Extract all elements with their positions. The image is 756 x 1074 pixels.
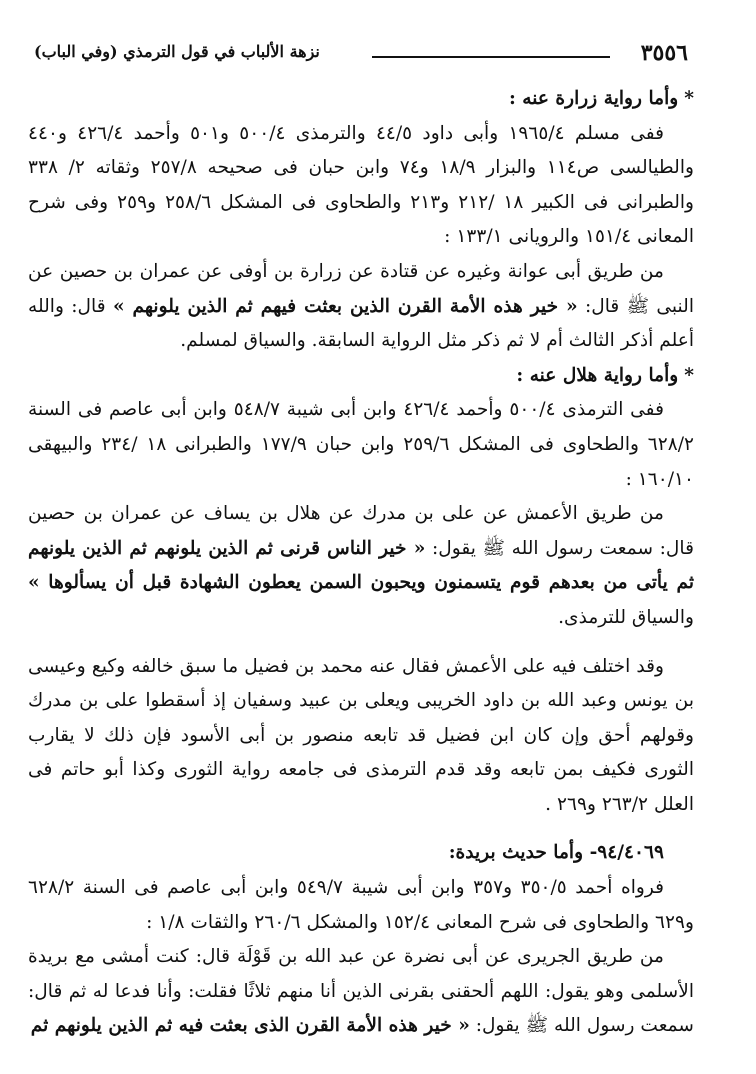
hadith-text-buraida: « خير هذه الأمة القرن الذى بعثت فيه ثم الذين يلونهم ثم [30, 1015, 470, 1037]
chain-hilal: من طريق الأعمش عن على بن مدرك عن هلال بن يساف عن عمران بن حصين قال: سمعت رسول الله ﷺ يقول: « خير الناس قرنى ثم الذين يلونهم ثم الذين يلونهم ثم يأتى من بعدهم قوم يتسمنون ويحبون السمن يعطون الشهادة قبل أن يسألوها » والسياق للترمذى. [28, 503, 694, 628]
section-heading-buraida: ٩٤/٤٠٦٩- وأما حديث بريدة: [448, 842, 664, 864]
sources-buraida: فرواه أحمد ٣٥٠/٥ و٣٥٧ وابن أبى شيبة ٥٤٩/٧ وابن أبى عاصم فى السنة ٦٢٨/٢ و٦٢٩ والطحاوى فى شرح المعانى ١٥٢/٤ والمشكل ٢٦٠/٦ والثقات ١/٨ : [28, 877, 694, 933]
chain-buraida: من طريق الجريرى عن أبى نضرة عن عبد الله بن قَوْلَة قال: كنت أمشى مع بريدة الأسلمى وهو يقول: اللهم ألحقنى بقرنى الذين أنا منهم ثلاثًا فقلت: وأنا فدعا له ثم قال: سمعت رسول الله ﷺ يقول: « خير هذه الأمة القرن الذى بعثت فيه ثم الذين يلونهم ثم [28, 946, 694, 1037]
star-marker: * [684, 88, 694, 109]
section-heading-hilal: *وأما رواية هلال عنه : [516, 364, 694, 386]
page-number: ٣٥٥٦ [640, 40, 688, 66]
hadith-text-hilal: « خير الناس قرنى ثم الذين يلونهم ثم الذين يلونهم ثم يأتى من بعدهم قوم يتسمنون ويحبون السمن يعطون الشهادة قبل أن يسألوها » [28, 537, 694, 594]
discussion-paragraph: وقد اختلف فيه على الأعمش فقال عنه محمد بن فضيل ما سبق خالفه وكيع وعيسى بن يونس وعبد الله بن داود الخريبى ويعلى بن عبيد وسفيان إذ أسقطوا على بن مدرك وقولهم أحق وإن كان ابن فضيل قد تابعه منصور بن أبى الأسود فإن ذلك لا يقارب الثورى فكيف بمن تابعه وقد قدم الترمذى فى جامعه رواية الثورى وكذا أبو حاتم فى العلل ٢٦٣/٢ و٢٦٩ . [28, 655, 694, 815]
hadith-text-zurara: « خير هذه الأمة القرن الذين بعثت فيهم ثم الذين يلونهم » [112, 295, 578, 317]
sources-zurara: ففى مسلم ١٩٦٥/٤ وأبى داود ٤٤/٥ والترمذى ٥٠٠/٤ و٥٠١ وأحمد ٤٢٦/٤ و٤٤٠ والطيالسى ص١١٤ والبزار ١٨/٩ و٧٤ وابن حبان فى صحيحه ٢٥٧/٨ وثقاته ٢/ ٣٣٨ والطبرانى فى الكبير ١٨ /٢١٢ و٢١٣ والطحاوى فى المشكل ٢٥٨/٦ و٢٥٩ وفى شرح المعانى ١٥١/٤ والرويانى ١٣٣/١ : [28, 122, 695, 248]
star-marker: * [684, 364, 694, 386]
page-body [28, 82, 694, 1044]
running-title: نزهة الألباب في قول الترمذي (وفي الباب) [34, 42, 320, 61]
paragraph-gap [28, 636, 694, 650]
paragraph-gap [28, 822, 694, 836]
hadith-number: ٩٤/٤٠٦٩- [589, 842, 664, 864]
page-header [34, 36, 688, 76]
section-heading-zurara: *وأما رواية زرارة عنه : [508, 88, 694, 109]
chain-zurara: من طريق أبى عوانة وغيره عن قتادة عن زرارة بن أوفى عن عمران بن حصين عن النبى ﷺ قال: « خير هذه الأمة القرن الذين بعثت فيهم ثم الذين يلونهم » قال: والله أعلم أذكر الثالث أم لا ثم ذكر مثل الرواية السابقة. والسياق لمسلم. [28, 260, 694, 352]
sources-hilal: ففى الترمذى ٥٠٠/٤ وأحمد ٤٢٦/٤ وابن أبى شيبة ٥٤٨/٧ وابن أبى عاصم فى السنة ٦٢٨/٢ والطحاوى فى المشكل ٢٥٩/٦ وابن حبان ١٧٧/٩ والطبرانى ١٨ /٢٣٤ والبيهقى ١٦٠/١٠ : [28, 399, 695, 490]
header-rule [372, 56, 610, 58]
